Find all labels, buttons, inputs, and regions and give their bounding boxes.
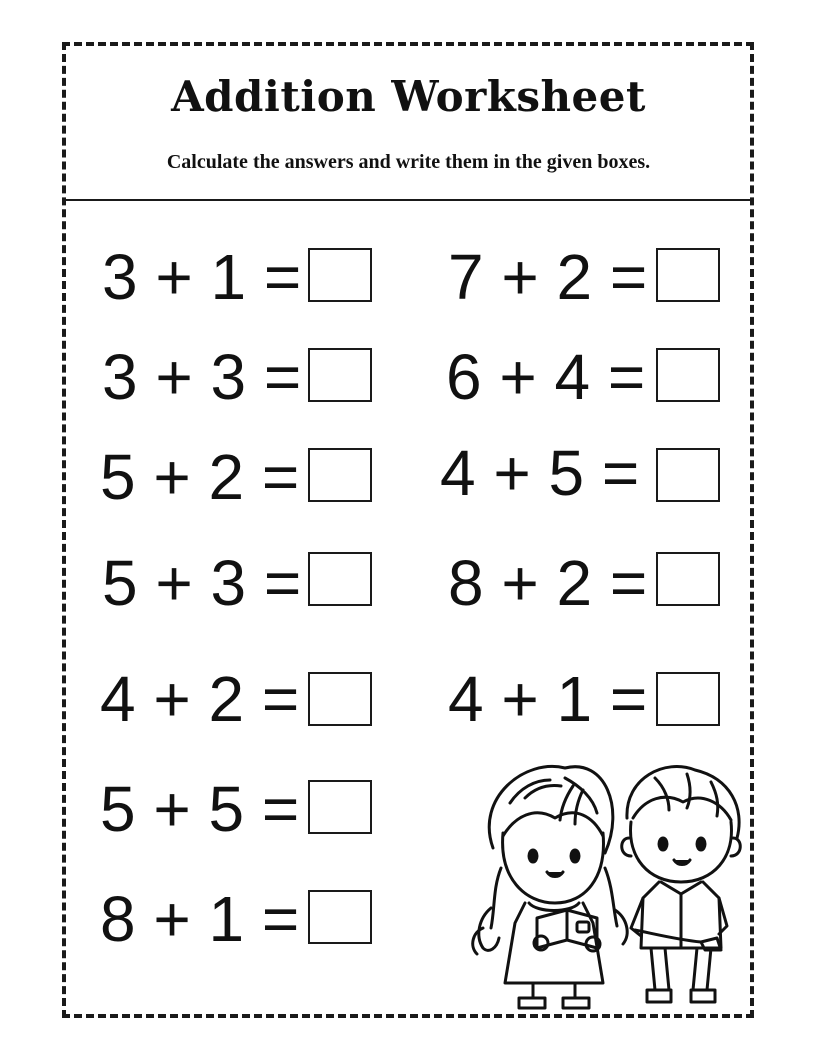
problem-right-4: [448, 547, 648, 619]
problem-expression: 6 + 4 =: [446, 341, 646, 413]
answer-box-left-5[interactable]: [308, 672, 372, 726]
problem-left-7: [100, 883, 300, 955]
answer-box-left-3[interactable]: [308, 448, 372, 502]
problem-expression: 4 + 2 =: [100, 663, 300, 735]
problem-right-3: [440, 437, 640, 509]
problem-right-2: [446, 341, 646, 413]
answer-box-right-2[interactable]: [656, 348, 720, 402]
problem-expression: 4 + 5 =: [440, 437, 640, 509]
problem-right-1: [448, 241, 648, 313]
children-illustration: [465, 758, 755, 1016]
problem-left-5: [100, 663, 300, 735]
answer-box-left-7[interactable]: [308, 890, 372, 944]
answer-box-left-1[interactable]: [308, 248, 372, 302]
problem-left-2: [102, 341, 302, 413]
problem-expression: 5 + 2 =: [100, 441, 300, 513]
answer-box-left-6[interactable]: [308, 780, 372, 834]
problem-expression: 5 + 5 =: [100, 773, 300, 845]
worksheet-title: Addition Worksheet: [171, 72, 646, 121]
problem-left-6: [100, 773, 300, 845]
problem-expression: 5 + 3 =: [102, 547, 302, 619]
boy-figure: [622, 767, 741, 1002]
answer-box-right-3[interactable]: [656, 448, 720, 502]
answer-box-right-4[interactable]: [656, 552, 720, 606]
problem-left-3: [100, 441, 300, 513]
problem-expression: 3 + 3 =: [102, 341, 302, 413]
problem-expression: 4 + 1 =: [448, 663, 648, 735]
answer-box-right-1[interactable]: [656, 248, 720, 302]
problem-expression: 7 + 2 =: [448, 241, 648, 313]
problem-left-4: [102, 547, 302, 619]
problem-left-1: [102, 241, 302, 313]
answer-box-right-5[interactable]: [656, 672, 720, 726]
answer-box-left-2[interactable]: [308, 348, 372, 402]
girl-figure: [473, 766, 627, 1008]
header-divider: [66, 199, 752, 201]
problem-expression: 8 + 1 =: [100, 883, 300, 955]
answer-box-left-4[interactable]: [308, 552, 372, 606]
problem-right-5: [448, 663, 648, 735]
worksheet-instructions: Calculate the answers and write them in the given boxes.: [166, 151, 651, 173]
problem-expression: 3 + 1 =: [102, 241, 302, 313]
problem-expression: 8 + 2 =: [448, 547, 648, 619]
